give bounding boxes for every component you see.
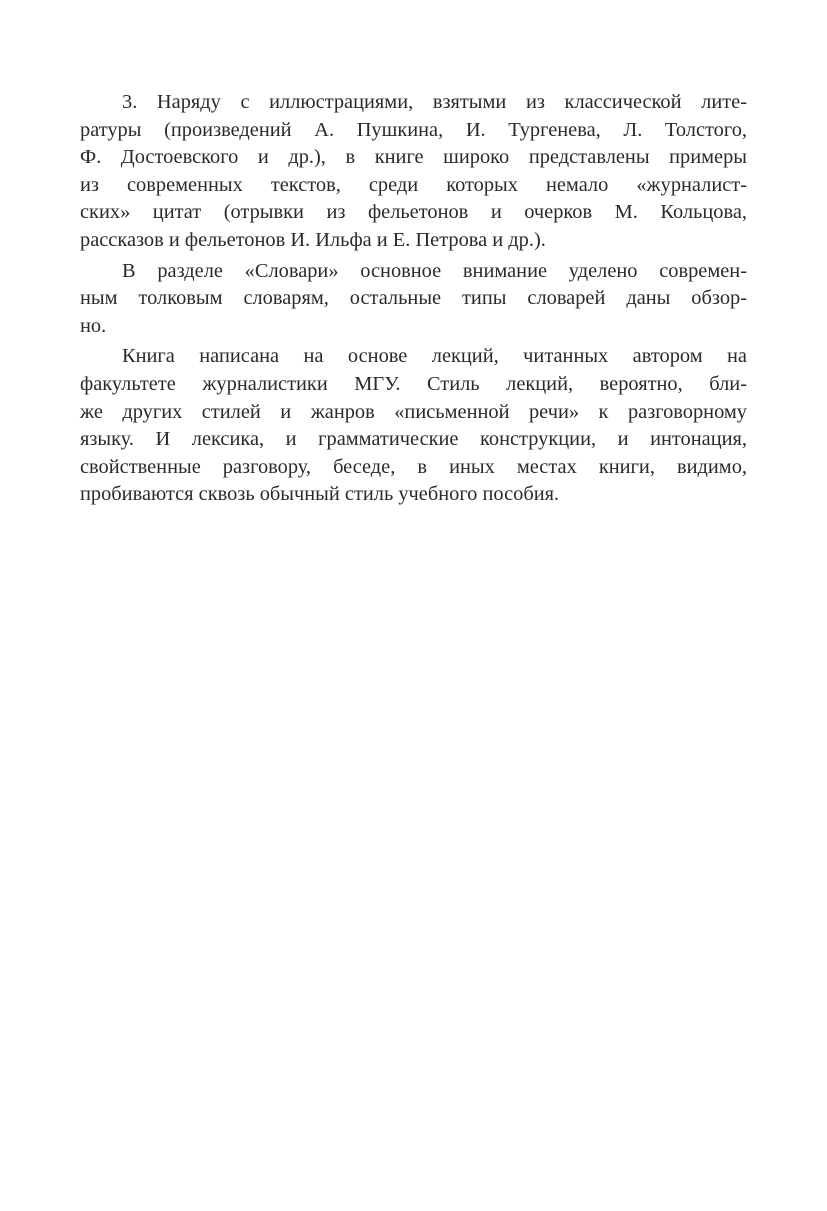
text-line: ратуры (произведений А. Пушкина, И. Тургенева, Л. Толстого, xyxy=(80,118,747,141)
paragraph-3 xyxy=(80,343,747,509)
text-line: пробиваются сквозь обычный стиль учебного пособия. xyxy=(80,483,560,506)
text-line: 3. Наряду с иллюстрациями, взятыми из классической лите- xyxy=(122,91,747,113)
text-line: В разделе «Словари» основное внимание уделено современ- xyxy=(122,259,747,282)
body-text xyxy=(80,89,747,509)
text-line: Ф. Достоевского и др.), в книге широко представлены примеры xyxy=(80,146,747,169)
text-line: же других стилей и жанров «письменной речи» к разговорному xyxy=(80,400,747,423)
text-line: языку. И лексика, и грамматические конструкции, и интонация, xyxy=(80,428,747,451)
paragraph-2 xyxy=(80,258,747,341)
text-line: ным толковым словарям, остальные типы словарей даны обзор- xyxy=(80,287,747,310)
text-line: факультете журналистики МГУ. Стиль лекций, вероятно, бли- xyxy=(80,372,747,395)
paragraph-1 xyxy=(80,89,747,255)
text-line: из современных текстов, среди которых немало «журналист- xyxy=(80,173,747,196)
text-line: свойственные разговору, беседе, в иных местах книги, видимо, xyxy=(80,455,747,478)
text-line: ских» цитат (отрывки из фельетонов и очерков М. Кольцова, xyxy=(80,201,747,224)
text-line: рассказов и фельетонов И. Ильфа и Е. Петрова и др.). xyxy=(80,228,546,251)
text-line: но. xyxy=(80,314,107,337)
text-line: Книга написана на основе лекций, читанных автором на xyxy=(122,345,747,368)
